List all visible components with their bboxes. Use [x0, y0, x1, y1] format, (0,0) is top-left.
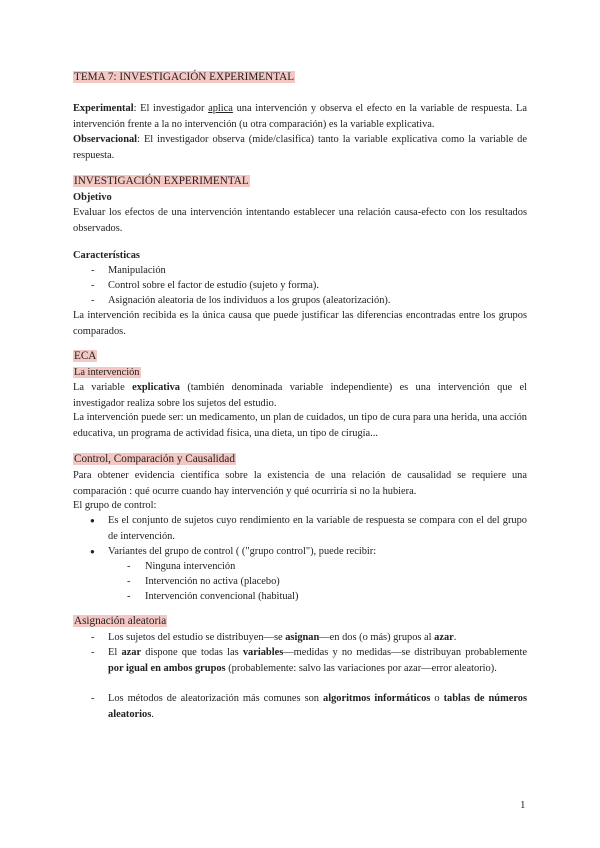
eca-paragraph-2: La intervención puede ser: un medicamento, un plan de cuidados, un tipo de cura para una herida, una acción educativa, un programa de actividad física, una dieta, un tipo de cirugía...	[73, 412, 527, 439]
list-dash: -	[91, 280, 95, 291]
list-dash: -	[127, 576, 131, 587]
list-dash: -	[127, 591, 131, 602]
bullet-dot: ●	[90, 516, 95, 525]
section-heading-investigacion: INVESTIGACIÓN EXPERIMENTAL	[74, 175, 249, 187]
sub-list-item: Intervención convencional (habitual)	[145, 591, 299, 602]
objetivo-text: Evaluar los efectos de una intervención intentando establecer una relación causa-efecto con los resultados observados.	[73, 207, 527, 234]
list-item: Manipulación	[108, 265, 166, 276]
eca-paragraph-1: La variable explicativa (también denominada variable independiente) es una intervención que el investigador realiza sobre los sujetos del estudio.	[73, 382, 527, 409]
doc-title: TEMA 7: INVESTIGACIÓN EXPERIMENTAL	[74, 71, 295, 83]
asignacion-item-2: El azar dispone que todas las variables—medidas y no medidas—se distribuyan probablemente por igual en ambos grupos (probablemente: salvo las variaciones por azar—error aleatorio).	[108, 647, 527, 674]
asignacion-item-1: Los sujetos del estudio se distribuyen—se asignan—en dos (o más) grupos al azar.	[108, 632, 457, 643]
asignacion-item-3: Los métodos de aleatorización más comunes son algoritmos informáticos o tablas de números aleatorios.	[108, 693, 528, 720]
list-dash: -	[91, 693, 95, 704]
intro-observacional: Observacional: El investigador observa (mide/clasifica) tanto la variable explicativa como la variable de respuesta.	[73, 134, 527, 161]
section-heading-eca: ECA	[74, 350, 97, 362]
page-number: 1	[520, 799, 526, 811]
section-heading-control: Control, Comparación y Causalidad	[74, 453, 235, 465]
list-dash: -	[91, 632, 95, 643]
list-item: Asignación aleatoria de los individuos a los grupos (aleatorización).	[108, 295, 391, 306]
sub-list-item: Intervención no activa (placebo)	[145, 576, 280, 587]
section-heading-asignacion: Asignación aleatoria	[74, 615, 167, 627]
list-dash: -	[127, 561, 131, 572]
control-bullet-1: Es el conjunto de sujetos cuyo rendimiento en la variable de respuesta se compara con el del grupo de intervención.	[108, 515, 527, 542]
eca-subheading: La intervención	[74, 367, 140, 378]
bullet-dot: ●	[90, 547, 95, 556]
list-dash: -	[91, 295, 95, 306]
list-item: Control sobre el factor de estudio (sujeto y forma).	[108, 280, 319, 291]
intro-experimental: Experimental: El investigador aplica una intervención y observa el efecto en la variable de respuesta. La intervención frente a la no intervención (u otra comparación) es la variable explicativa.	[73, 103, 527, 130]
caracteristicas-closing: La intervención recibida es la única causa que puede justificar las diferencias encontradas entre los grupos comparados.	[73, 310, 527, 337]
caracteristicas-title: Características	[73, 250, 140, 261]
sub-list-item: Ninguna intervención	[145, 561, 236, 572]
control-bullet-2: Variantes del grupo de control ( ("grupo control"), puede recibir:	[108, 546, 377, 557]
objetivo-title: Objetivo	[73, 192, 112, 203]
control-paragraph-2: El grupo de control:	[73, 500, 157, 511]
list-dash: -	[91, 647, 95, 658]
list-dash: -	[91, 265, 95, 276]
control-paragraph-1: Para obtener evidencia científica sobre la existencia de una relación de causalidad se requiere una comparación : qué ocurre cuando hay intervención y qué ocurriría si no la hubiera.	[73, 470, 527, 497]
